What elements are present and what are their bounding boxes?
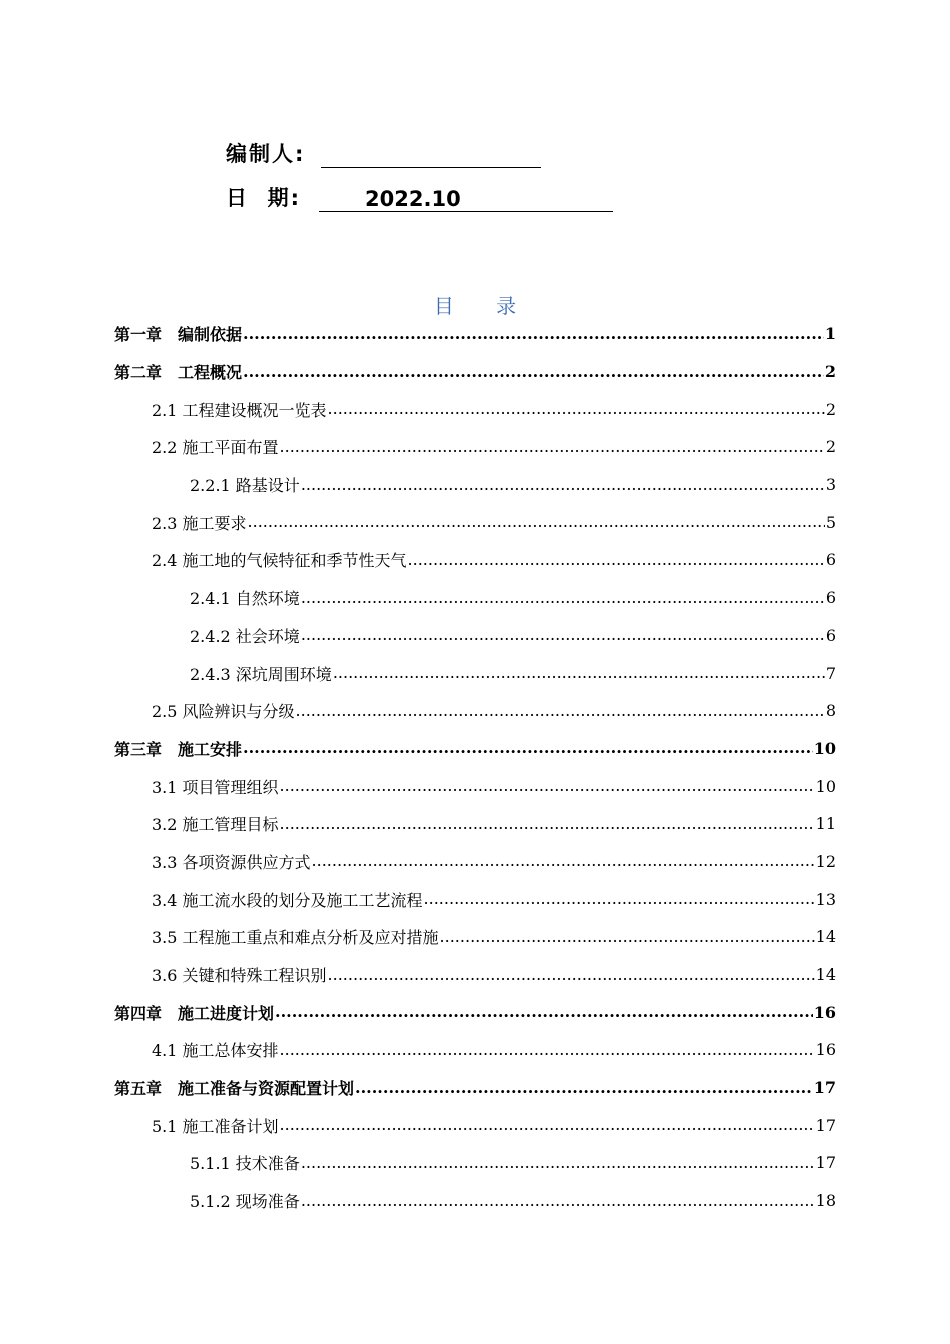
toc-entry-text: 2.2 施工平面布置: [152, 438, 279, 458]
toc-entry-page: 12: [815, 851, 836, 871]
toc-entry-page: 6: [825, 625, 836, 645]
toc-entry[interactable]: [114, 541, 836, 579]
toc-entry[interactable]: [114, 1182, 836, 1220]
toc-entry-page: 7: [825, 663, 836, 683]
toc-leader-dots: [296, 704, 825, 718]
toc-entry-text: 5.1.2 现场准备: [190, 1192, 300, 1212]
toc-entry[interactable]: [114, 993, 836, 1031]
toc-entry-text: 2.4.3 深坑周围环境: [190, 664, 332, 684]
toc-entry[interactable]: [114, 880, 836, 918]
toc-entry-page: 3: [825, 475, 836, 495]
toc-entry[interactable]: [114, 579, 836, 617]
toc-leader-dots: [328, 968, 815, 982]
toc-leader-dots: [355, 1081, 813, 1095]
date-value: 2022.10: [365, 187, 461, 211]
toc-entry-page: 17: [815, 1115, 836, 1135]
toc-entry-text: 3.3 各项资源供应方式: [152, 852, 311, 872]
toc-entry-text: 3.4 施工流水段的划分及施工工艺流程: [152, 890, 423, 910]
toc-entry[interactable]: [114, 918, 836, 956]
toc-leader-dots: [333, 666, 825, 680]
toc-entry-text: 第三章 施工安排: [114, 739, 243, 759]
toc-entry[interactable]: [114, 353, 836, 391]
toc-entry[interactable]: [114, 843, 836, 881]
toc-leader-dots: [280, 779, 815, 793]
toc-leader-dots: [440, 930, 815, 944]
toc-entry[interactable]: [114, 805, 836, 843]
toc-leader-dots: [301, 1156, 815, 1170]
toc-entry-text: 2.4 施工地的气候特征和季节性天气: [152, 551, 407, 571]
toc-entry-page: 10: [813, 738, 836, 758]
toc-entry[interactable]: [114, 503, 836, 541]
toc-entry-text: 第一章 编制依据: [114, 325, 243, 345]
toc-leader-dots: [243, 741, 813, 755]
toc-entry[interactable]: [114, 730, 836, 768]
toc-leader-dots: [243, 327, 824, 341]
date-row: [226, 182, 613, 212]
toc-entry[interactable]: [114, 617, 836, 655]
author-label: 编制人:: [226, 142, 306, 166]
table-of-contents: [114, 315, 836, 1220]
toc-entry[interactable]: [114, 1031, 836, 1069]
date-label: 日 期:: [226, 186, 302, 210]
toc-entry-page: 2: [824, 362, 836, 382]
toc-entry[interactable]: [114, 767, 836, 805]
toc-entry[interactable]: [114, 654, 836, 692]
toc-leader-dots: [301, 1194, 815, 1208]
toc-entry-page: 11: [815, 814, 836, 834]
toc-entry-page: 13: [815, 889, 836, 909]
toc-entry-text: 3.2 施工管理目标: [152, 815, 279, 835]
toc-leader-dots: [424, 892, 815, 906]
toc-entry-text: 5.1.1 技术准备: [190, 1154, 300, 1174]
toc-entry-page: 14: [815, 927, 836, 947]
author-underline[interactable]: [321, 141, 541, 168]
toc-entry-text: 5.1 施工准备计划: [152, 1116, 279, 1136]
toc-leader-dots: [248, 515, 825, 529]
toc-entry-text: 2.2.1 路基设计: [190, 476, 300, 496]
toc-leader-dots: [275, 1005, 813, 1019]
toc-leader-dots: [280, 1118, 815, 1132]
author-row: [226, 138, 541, 168]
toc-entry-text: 3.1 项目管理组织: [152, 777, 279, 797]
toc-entry-page: 14: [815, 965, 836, 985]
toc-entry-page: 1: [824, 324, 836, 344]
toc-entry-page: 18: [815, 1191, 836, 1211]
toc-entry[interactable]: [114, 390, 836, 428]
toc-entry-page: 2: [825, 399, 836, 419]
toc-entry-page: 10: [815, 776, 836, 796]
date-underline[interactable]: [319, 185, 613, 212]
toc-leader-dots: [280, 1043, 815, 1057]
toc-entry[interactable]: [114, 956, 836, 994]
toc-entry[interactable]: [114, 1144, 836, 1182]
toc-title: 目 录: [433, 294, 535, 318]
toc-entry[interactable]: [114, 1106, 836, 1144]
toc-entry[interactable]: [114, 692, 836, 730]
toc-leader-dots: [280, 440, 825, 454]
toc-leader-dots: [328, 402, 825, 416]
toc-leader-dots: [312, 854, 815, 868]
toc-entry-page: 2: [825, 437, 836, 457]
toc-entry-page: 16: [815, 1040, 836, 1060]
toc-entry-text: 2.5 风险辨识与分级: [152, 702, 295, 722]
toc-leader-dots: [280, 817, 815, 831]
toc-leader-dots: [301, 628, 825, 642]
toc-entry-page: 17: [813, 1078, 836, 1098]
toc-entry-page: 8: [825, 701, 836, 721]
toc-entry[interactable]: [114, 315, 836, 353]
toc-entry-text: 第二章 工程概况: [114, 363, 243, 383]
toc-leader-dots: [301, 478, 825, 492]
toc-entry-page: 6: [825, 588, 836, 608]
toc-entry-page: 5: [825, 512, 836, 532]
toc-entry[interactable]: [114, 1069, 836, 1107]
toc-leader-dots: [301, 591, 825, 605]
toc-entry-text: 2.4.2 社会环境: [190, 626, 300, 646]
toc-entry[interactable]: [114, 428, 836, 466]
toc-entry-text: 2.1 工程建设概况一览表: [152, 400, 327, 420]
toc-entry-text: 2.4.1 自然环境: [190, 589, 300, 609]
toc-entry-text: 4.1 施工总体安排: [152, 1041, 279, 1061]
toc-entry-page: 17: [815, 1153, 836, 1173]
toc-entry-text: 2.3 施工要求: [152, 513, 247, 533]
toc-entry-text: 3.5 工程施工重点和难点分析及应对措施: [152, 928, 439, 948]
toc-entry-page: 6: [825, 550, 836, 570]
toc-entry-text: 第四章 施工进度计划: [114, 1003, 275, 1023]
toc-leader-dots: [408, 553, 825, 567]
toc-entry[interactable]: [114, 466, 836, 504]
toc-entry-page: 16: [813, 1002, 836, 1022]
toc-leader-dots: [243, 365, 824, 379]
toc-entry-text: 3.6 关键和特殊工程识别: [152, 966, 327, 986]
toc-entry-text: 第五章 施工准备与资源配置计划: [114, 1079, 355, 1099]
